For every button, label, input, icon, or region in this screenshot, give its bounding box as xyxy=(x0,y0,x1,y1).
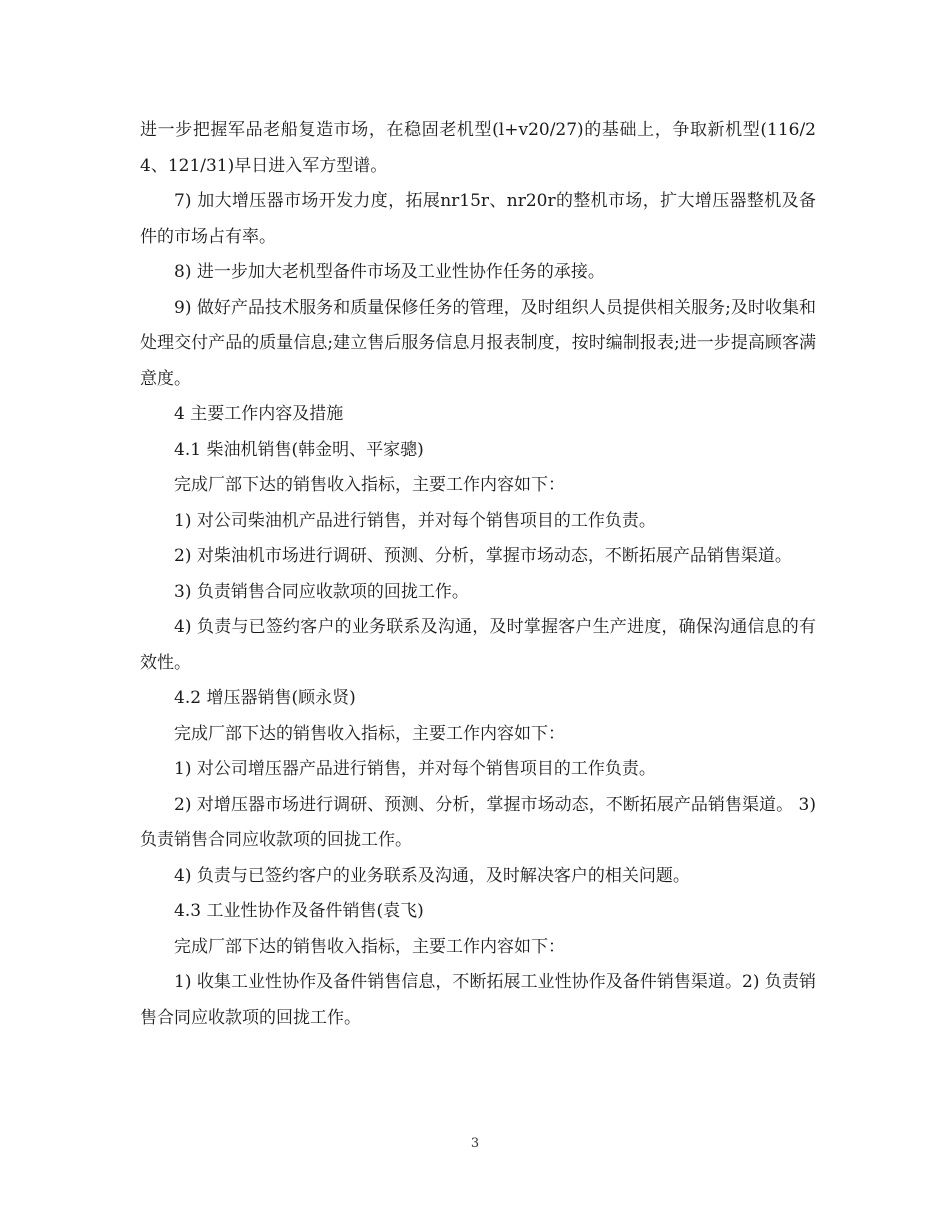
list-item: 2) 对柴油机市场进行调研、预测、分析，掌握市场动态，不断拓展产品销售渠道。 xyxy=(174,546,792,566)
section-heading: 4 主要工作内容及措施 xyxy=(174,404,344,424)
list-item: 1) 对公司增压器产品进行销售，并对每个销售项目的工作负责。 xyxy=(174,759,656,779)
subsection-heading: 4.3 工业性协作及备件销售(袁飞) xyxy=(174,901,424,921)
paragraph: 8) 进一步加大老机型备件市场及工业性协作任务的承接。 xyxy=(174,262,605,282)
subsection-heading: 4.2 增压器销售(顾永贤) xyxy=(174,688,356,708)
list-item: 1) 收集工业性协作及备件销售信息，不断拓展工业性协作及备件销售渠道。2) 负责销售合同应收款项的回拢工作。 xyxy=(140,972,816,1028)
list-item: 4) 负责与已签约客户的业务联系及沟通，及时解决客户的相关问题。 xyxy=(174,865,690,886)
paragraph: 9) 做好产品技术服务和质量保修任务的管理，及时组织人员提供相关服务;及时收集和处理交付产品的质量信息;建立售后服务信息月报表制度，按时编制报表;进一步提高顾客满意度。 xyxy=(140,297,816,389)
list-item: 1) 对公司柴油机产品进行销售，并对每个销售项目的工作负责。 xyxy=(174,510,656,531)
list-item: 2) 对增压器市场进行调研、预测、分析，掌握市场动态，不断拓展产品销售渠道。 3) 负责销售合同应收款项的回拢工作。 xyxy=(140,794,816,850)
paragraph: 完成厂部下达的销售收入指标，主要工作内容如下： xyxy=(174,475,565,495)
paragraph: 进一步把握军品老船复造市场，在稳固老机型(l+v20/27)的基础上，争取新机型(116/24、121/31)早日进入军方型谱。 xyxy=(140,120,816,176)
subsection-heading: 4.1 柴油机销售(韩金明、平家骢) xyxy=(174,439,424,460)
page-number: 3 xyxy=(470,1136,480,1151)
paragraph: 完成厂部下达的销售收入指标，主要工作内容如下： xyxy=(174,936,565,957)
document-body xyxy=(140,113,816,1036)
list-item: 3) 负责销售合同应收款项的回拢工作。 xyxy=(174,581,469,602)
list-item: 4) 负责与已签约客户的业务联系及沟通，及时掌握客户生产进度，确保沟通信息的有效性。 xyxy=(140,617,816,673)
paragraph: 完成厂部下达的销售收入指标，主要工作内容如下： xyxy=(174,723,565,744)
paragraph: 7) 加大增压器市场开发力度，拓展nr15r、nr20r的整机市场，扩大增压器整机及备件的市场占有率。 xyxy=(140,191,816,247)
